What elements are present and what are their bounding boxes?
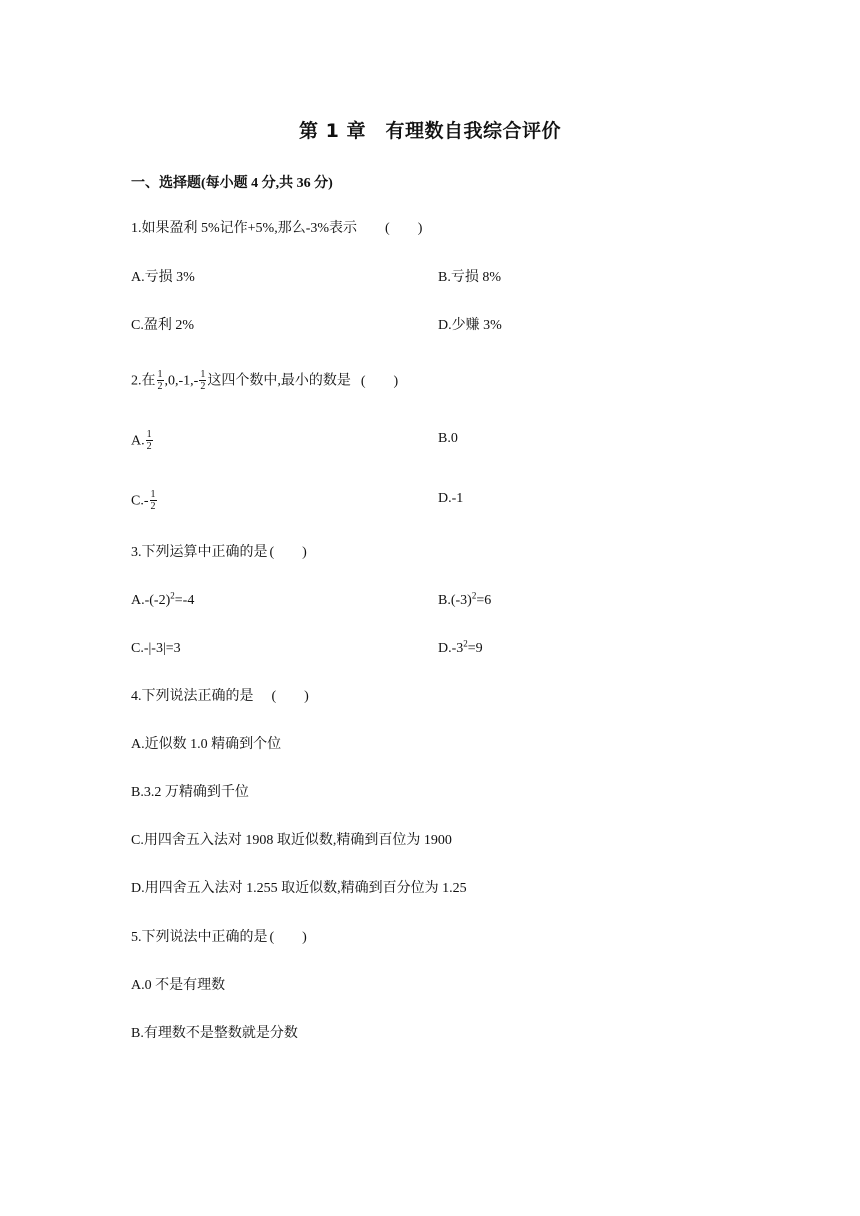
- question-2-stem-mid: ,0,-1,-: [164, 373, 199, 389]
- q2-option-a: [131, 430, 154, 453]
- fraction-one-half: [146, 429, 153, 452]
- q5-option-a: A.0 不是有理数: [131, 978, 226, 993]
- question-4: [131, 688, 309, 706]
- fraction-denominator: 2: [146, 441, 152, 452]
- question-2-stem-pre: 2.在: [131, 373, 156, 389]
- answer-paren: ( ): [360, 373, 399, 389]
- question-5: [131, 929, 307, 947]
- question-1-stem: 1.如果盈利 5%记作+5%,那么-3%表示: [131, 221, 358, 236]
- answer-paren: ( ): [269, 545, 307, 560]
- question-2-stem-post: 这四个数中,最小的数是: [207, 373, 351, 389]
- option-prefix: A.: [131, 433, 145, 449]
- q3-option-c: C.-|-3|=3: [131, 641, 181, 656]
- exponent: 2: [471, 590, 477, 601]
- answer-paren: ( ): [271, 689, 309, 704]
- exponent: 2: [170, 590, 175, 601]
- answer-paren: ( ): [269, 930, 307, 945]
- q1-option-c: C.盈利 2%: [131, 318, 194, 333]
- question-4-stem: 4.下列说法正确的是: [131, 689, 254, 704]
- q1-option-a: A.亏损 3%: [131, 270, 195, 285]
- option-text: B.(-3): [438, 593, 472, 608]
- q3-option-a: [131, 592, 194, 610]
- q5-option-b: B.有理数不是整数就是分数: [131, 1026, 298, 1041]
- q1-option-d: D.少赚 3%: [438, 318, 502, 333]
- q4-option-d: D.用四舍五入法对 1.255 取近似数,精确到百分位为 1.25: [131, 881, 467, 896]
- option-text: =-4: [174, 593, 195, 608]
- q3-option-d: [438, 640, 483, 658]
- page-title: 第 1 章 有理数自我综合评价: [299, 120, 561, 142]
- fraction-one-half: [150, 489, 157, 512]
- section-heading: 一、选择题(每小题 4 分,共 36 分): [131, 176, 333, 191]
- q2-option-b: B.0: [438, 431, 458, 446]
- fraction-one-half: [199, 369, 206, 392]
- option-prefix: C.-: [131, 493, 149, 509]
- question-1: [131, 220, 422, 238]
- q4-option-a: A.近似数 1.0 精确到个位: [131, 737, 282, 752]
- fraction-numerator: 1: [150, 489, 156, 500]
- fraction-numerator: 1: [146, 429, 152, 440]
- q4-option-c: C.用四舍五入法对 1908 取近似数,精确到百位为 1900: [131, 833, 452, 848]
- fraction-denominator: 2: [150, 501, 156, 512]
- question-5-stem: 5.下列说法中正确的是: [131, 930, 268, 945]
- question-2: [131, 370, 398, 393]
- question-3: [131, 544, 307, 562]
- q2-option-c: [131, 490, 158, 513]
- fraction-denominator: 2: [200, 381, 206, 392]
- fraction-numerator: 1: [157, 369, 163, 380]
- option-text: D.-3: [438, 641, 464, 656]
- q4-option-b: B.3.2 万精确到千位: [131, 785, 249, 800]
- option-text: =9: [467, 641, 483, 656]
- fraction-numerator: 1: [200, 369, 206, 380]
- q1-option-b: B.亏损 8%: [438, 270, 501, 285]
- exponent: 2: [463, 638, 468, 649]
- q3-option-b: [438, 592, 491, 610]
- answer-paren: ( ): [385, 221, 423, 236]
- q2-option-d: D.-1: [438, 491, 464, 506]
- option-text: A.-(-2): [131, 593, 171, 608]
- option-text: =6: [476, 593, 492, 608]
- question-3-stem: 3.下列运算中正确的是: [131, 545, 268, 560]
- fraction-one-half: [157, 369, 164, 392]
- fraction-denominator: 2: [157, 381, 163, 392]
